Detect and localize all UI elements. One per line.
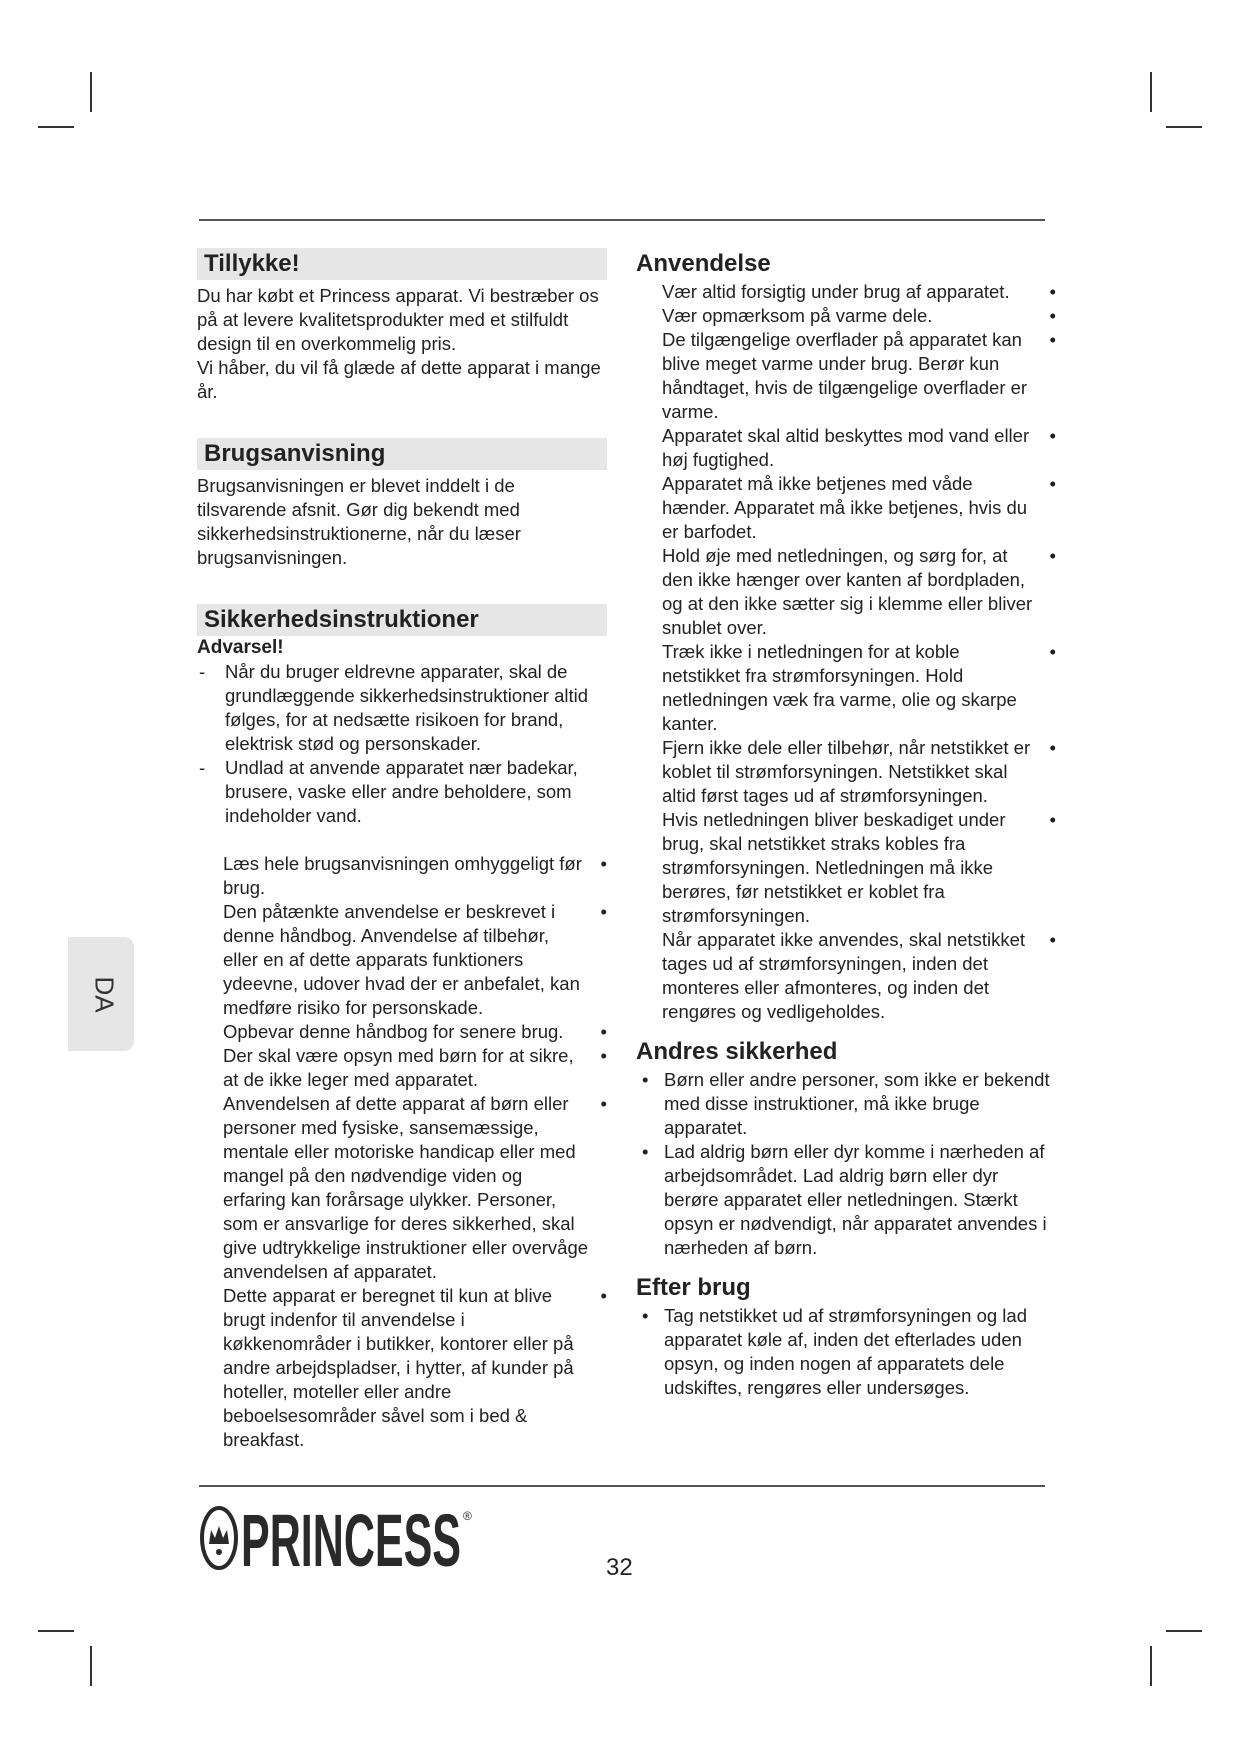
bottom-rule (199, 1485, 1045, 1487)
list-item: Apparatet må ikke betjenes med våde hænder. Apparatet må ikke betjenes, hvis du er barfodet. • (662, 473, 1056, 542)
crop-mark (1166, 1630, 1202, 1632)
list-item: • Tag netstikket ud af strømforsyningen og lad apparatet køle af, inden det efterlades uden opsyn, og inden nogen af apparatets dele udskiftes, rengøres eller undersøges. (642, 1305, 1027, 1398)
paragraph: Brugsanvisningen er blevet inddelt i de tilsvarende afsnit. Gør dig bekendt med sikkerhedsinstruktionerne, når du læser brugsanvisningen. (197, 475, 521, 568)
list-item: Apparatet skal altid beskyttes mod vand eller høj fugtighed. • (662, 425, 1056, 470)
list-item: Hold øje med netledningen, og sørg for, at den ikke hænger over kanten af bordpladen, og at den ikke sætter sig i klemme eller bliver snublet over. • (662, 545, 1056, 638)
section-heading-andres: Andres sikkerhed (636, 1038, 838, 1065)
crop-mark (90, 72, 92, 112)
crop-mark (38, 126, 74, 128)
section-heading-brugsanvisning: Brugsanvisning (197, 438, 607, 470)
list-item: Opbevar denne håndbog for senere brug. • (223, 1021, 607, 1042)
list-item: Anvendelsen af dette apparat af børn eller personer med fysiske, sansemæssige, mentale eller motoriske handicap eller med mangel på den nødvendige viden og erfaring kan forårsage ulykker. Personer, som er ansvarlige for deres sikkerhed, skal give udtrykkelige instruktioner eller overvåge anvendelsen af apparatet. • (223, 1093, 607, 1282)
section-heading-sikkerhed: Sikkerhedsinstruktioner (197, 604, 607, 636)
list-item: De tilgængelige overflader på apparatet kan blive meget varme under brug. Berør kun håndtaget, hvis de tilgængelige overflader er varme. • (662, 329, 1056, 422)
crown-emblem-icon (202, 1508, 236, 1568)
princess-logo (197, 1500, 477, 1576)
crop-mark (1166, 126, 1202, 128)
list-item: - Når du bruger eldrevne apparater, skal de grundlæggende sikkerhedsinstruktioner altid følges, for at nedsætte risikoen for brand, elektrisk stød og personskader. (199, 661, 589, 754)
paragraph: Vi håber, du vil få glæde af dette apparat i mange år. (197, 357, 601, 402)
language-tab (68, 937, 134, 1051)
list-item: Læs hele brugsanvisningen omhyggeligt før brug. • (223, 853, 607, 898)
section-heading-efter: Efter brug (636, 1274, 751, 1301)
list-item: Hvis netledningen bliver beskadiget under brug, skal netstikket straks kobles fra strømforsyningen. Netledningen må ikke berøres, før netstikket er koblet fra strømforsyningen. • (662, 809, 1056, 926)
list-item: Vær opmærksom på varme dele. • (662, 305, 1056, 326)
list-item: Når apparatet ikke anvendes, skal netstikket tages ud af strømforsyningen, inden det monteres eller afmonteres, og inden det rengøres og vedligeholdes. • (662, 929, 1056, 1022)
top-rule (199, 219, 1045, 221)
crop-mark (90, 1646, 92, 1686)
crop-mark (38, 1630, 74, 1632)
warning-label: Advarsel! (197, 637, 284, 658)
registered-mark: ® (463, 1509, 472, 1523)
list-item: Vær altid forsigtig under brug af apparatet. • (662, 281, 1056, 302)
section-heading-tillykke: Tillykke! (197, 248, 607, 280)
language-code: DA (89, 976, 120, 1013)
list-item: Den påtænkte anvendelse er beskrevet i denne håndbog. Anvendelse af tilbehør, eller en af dette apparats funktioners ydeevne, udover hvad der er anbefalet, kan medføre risiko for personskade. • (223, 901, 607, 1018)
crop-mark (1150, 1646, 1152, 1686)
list-item: Fjern ikke dele eller tilbehør, når netstikket er koblet til strømforsyningen. Netstikket skal altid først tages ud af strømforsyningen. • (662, 737, 1056, 806)
list-item: • Børn eller andre personer, som ikke er bekendt med disse instruktioner, må ikke bruge apparatet. (642, 1069, 1050, 1138)
paragraph: Du har købt et Princess apparat. Vi bestræber os på at levere kvalitetsprodukter med et stilfuldt design til en overkommelig pris. (197, 285, 599, 354)
page-number: 32 (606, 1554, 633, 1581)
crop-mark (1150, 72, 1152, 112)
logo-wordmark: PRINCESS (241, 1500, 461, 1576)
list-item: Træk ikke i netledningen for at koble netstikket fra strømforsyningen. Hold netledningen væk fra varme, olie og skarpe kanter. • (662, 641, 1056, 734)
list-item: • Lad aldrig børn eller dyr komme i nærheden af arbejdsområdet. Lad aldrig børn eller dyr berøre apparatet eller netledningen. Stærkt opsyn er nødvendigt, når apparatet anvendes i nærheden af børn. (642, 1141, 1047, 1258)
list-item: Dette apparat er beregnet til kun at blive brugt indenfor til anvendelse i køkkenområder i butikker, kontorer eller på andre arbejdspladser, i hytter, af kunder på hoteller, moteller eller andre beboelsesområder såvel som i bed & breakfast. • (223, 1285, 607, 1450)
section-heading-anvendelse: Anvendelse (636, 250, 771, 277)
left-column (197, 248, 607, 1452)
right-column (636, 248, 1056, 1400)
list-item: Der skal være opsyn med børn for at sikre, at de ikke leger med apparatet. • (223, 1045, 607, 1090)
list-item: - Undlad at anvende apparatet nær badekar, brusere, vaske eller andre beholdere, som indeholder vand. (199, 757, 578, 826)
